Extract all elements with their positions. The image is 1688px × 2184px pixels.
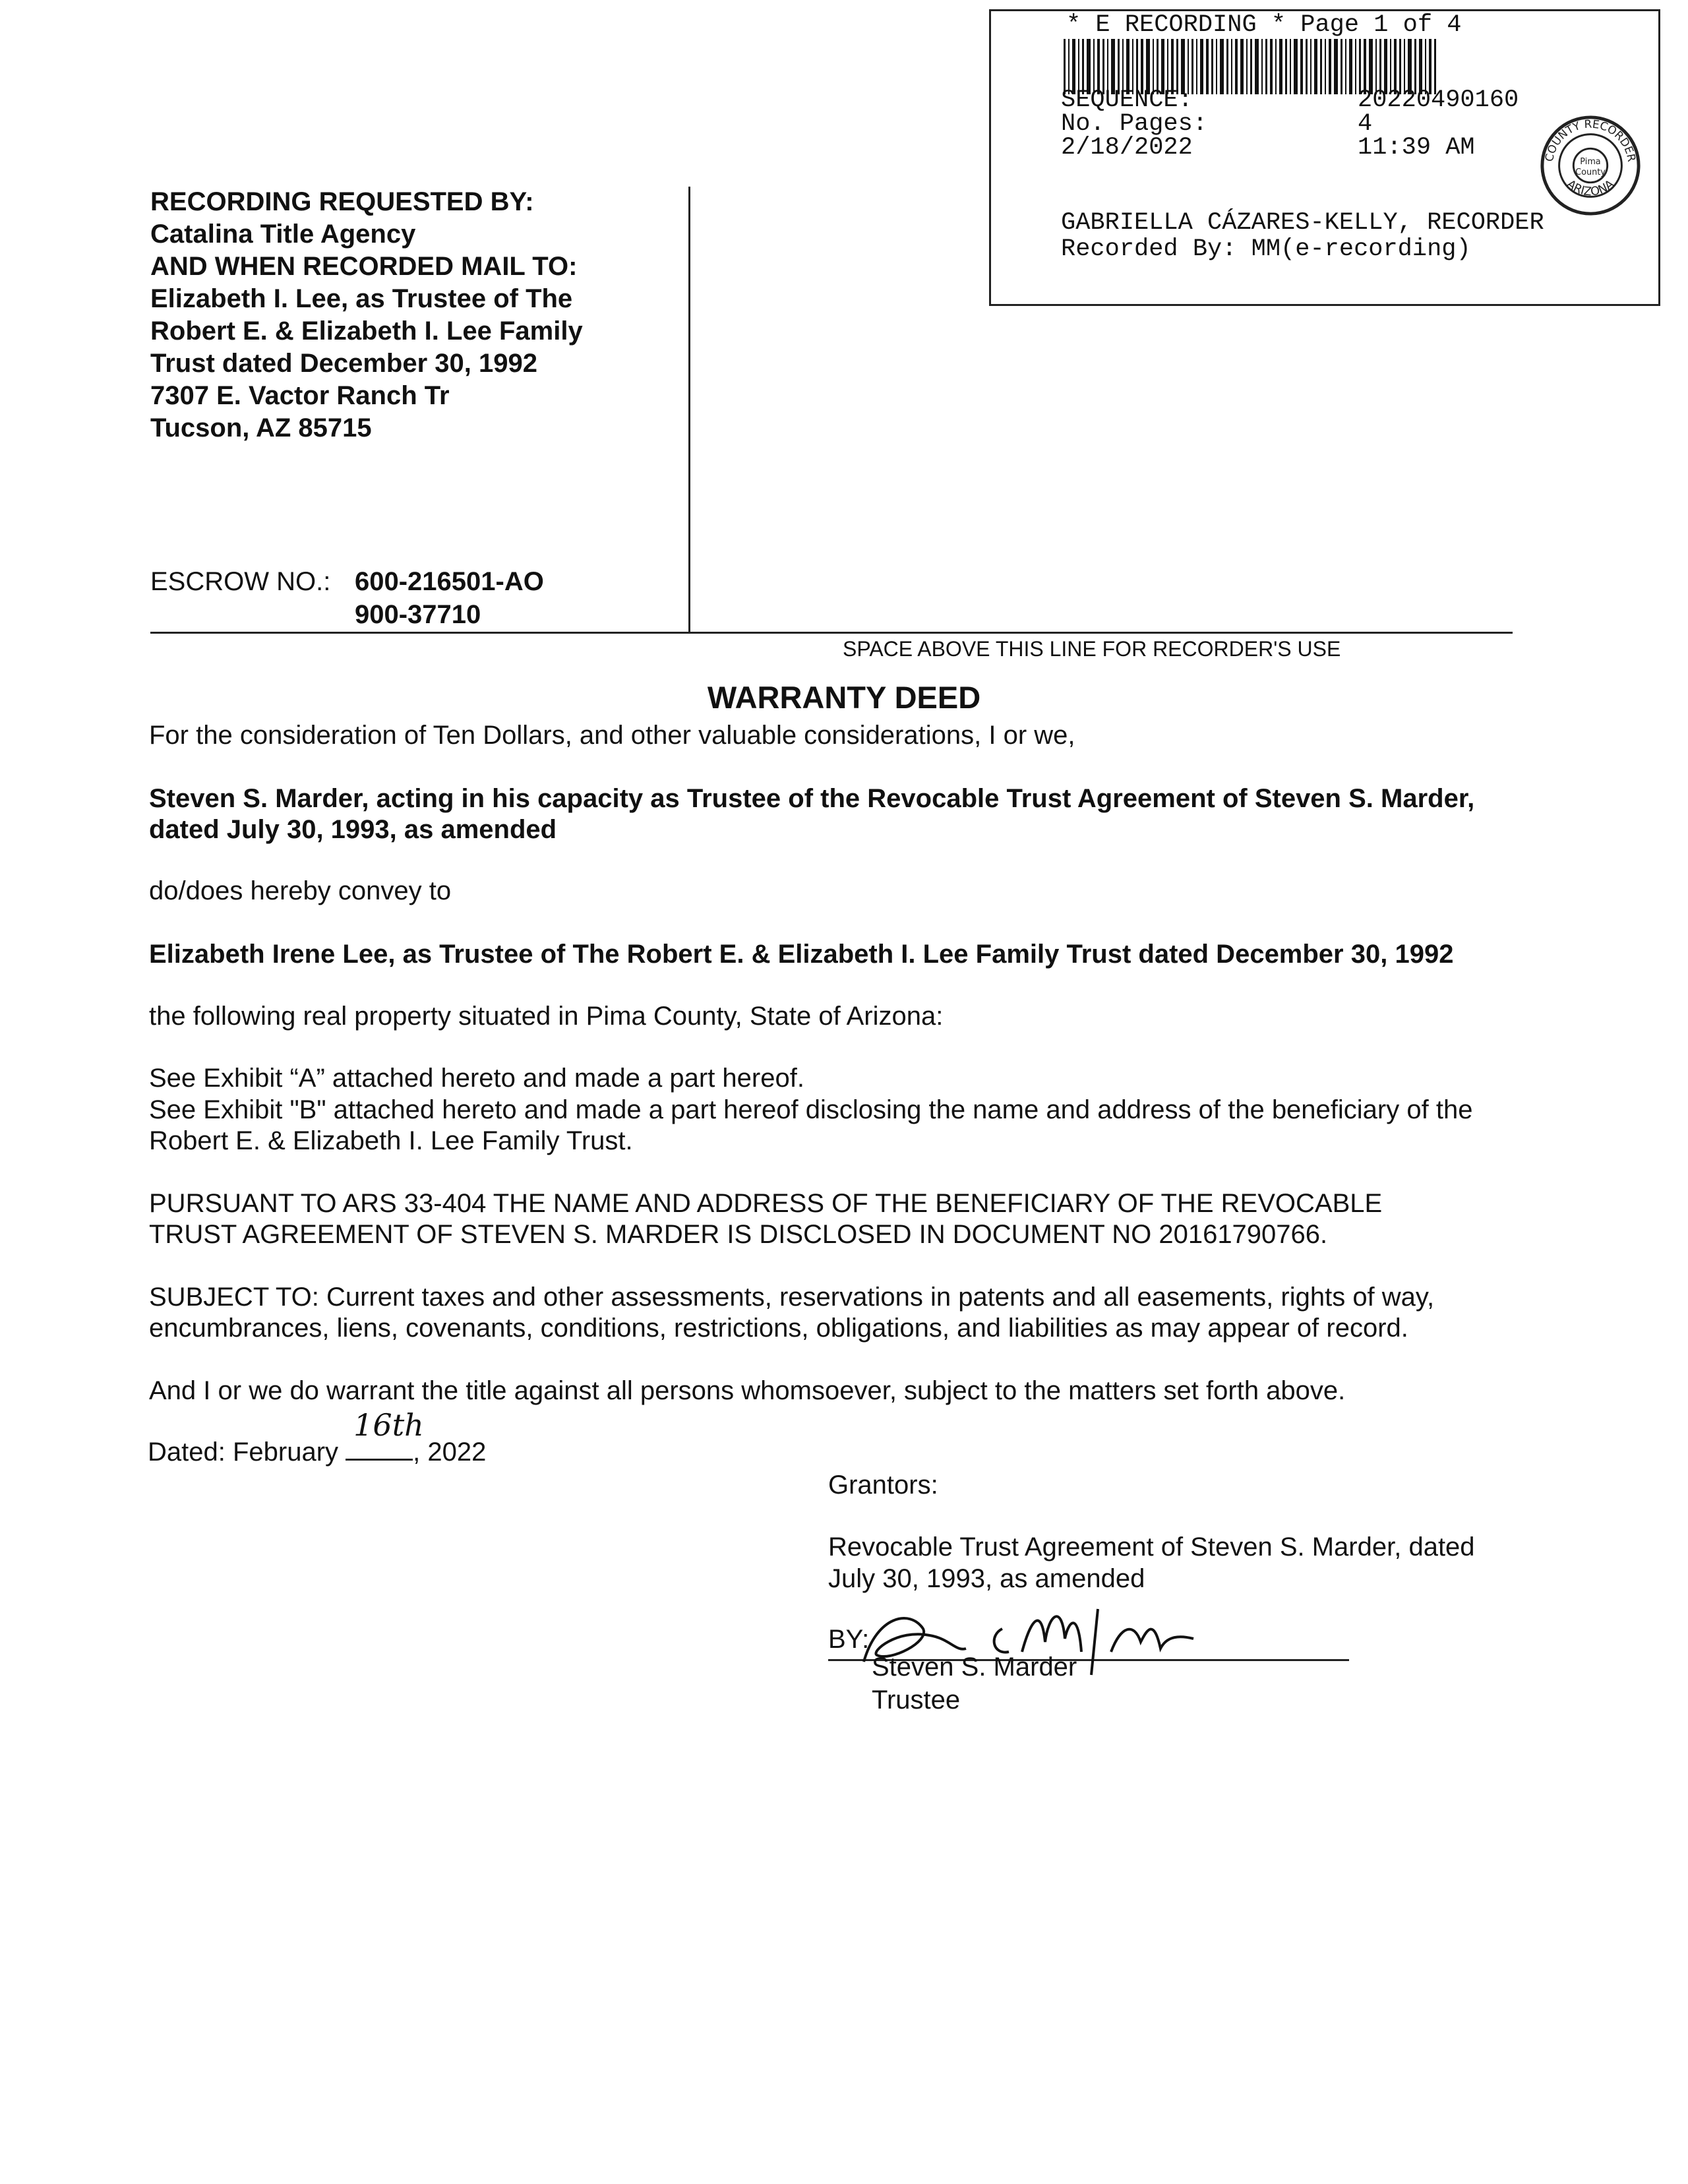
sequence-value: 20220490160	[1358, 86, 1519, 114]
grantee-clause: Elizabeth Irene Lee, as Trustee of The Robert E. & Elizabeth I. Lee Family Trust dated December 30, 1992	[149, 940, 1454, 969]
convey-clause: do/does hereby convey to	[149, 876, 452, 905]
mail-to-street: 7307 E. Vactor Ranch Tr	[150, 381, 450, 410]
recorder-use-note: SPACE ABOVE THIS LINE FOR RECORDER'S USE	[843, 637, 1341, 661]
title-agency: Catalina Title Agency	[150, 220, 416, 249]
dated-day-handwritten: 16th	[353, 1407, 424, 1443]
exhibit-a-clause: See Exhibit “A” attached hereto and made a part hereof.	[149, 1064, 804, 1093]
escrow-number-2: 900-37710	[355, 600, 481, 629]
recording-request-block	[150, 186, 583, 444]
mail-to-city: Tucson, AZ 85715	[150, 413, 372, 442]
property-clause: the following real property situated in Pima County, State of Arizona:	[149, 1002, 944, 1031]
subject-to-clause: SUBJECT TO: Current taxes and other assessments, reservations in patents and all easements, rights of way, encumbrances, liens, covenants, conditions, restrictions, obligations, and liabilities as may appear of record.	[149, 1283, 1435, 1343]
mail-to-line-3: Trust dated December 30, 1992	[150, 349, 537, 378]
escrow-number-1: 600-216501-AO	[355, 567, 544, 596]
record-time: 11:39 AM	[1358, 134, 1475, 162]
pursuant-clause: PURSUANT TO ARS 33-404 THE NAME AND ADDRESS OF THE BENEFICIARY OF THE REVOCABLE TRUST AGREEMENT OF STEVEN S. MARDER IS DISCLOSED IN DOCUMENT NO 20161790766.	[149, 1189, 1383, 1249]
svg-text:COUNTY RECORDER: COUNTY RECORDER	[1542, 117, 1639, 163]
exhibit-b-clause: See Exhibit "B" attached hereto and made a part hereof disclosing the name and address of the beneficiary of the Robert E. & Elizabeth I. Lee Family Trust.	[149, 1095, 1473, 1155]
signer-title: Trustee	[872, 1685, 961, 1714]
escrow-label: ESCROW NO.:	[150, 567, 331, 596]
mail-to-line-1: Elizabeth I. Lee, as Trustee of The	[150, 284, 573, 313]
grantor-clause: Steven S. Marder, acting in his capacity as Trustee of the Revocable Trust Agreement of Steven S. Marder, dated July 30, 1993, as amended	[149, 784, 1475, 844]
dated-prefix: Dated: February	[148, 1438, 339, 1467]
stamp-header: * E RECORDING * Page 1 of 4	[1066, 11, 1462, 39]
recorder-stamp	[989, 9, 1660, 306]
dated-day-field	[346, 1407, 424, 1461]
svg-text:Pima: Pima	[1580, 157, 1601, 167]
recorder-space-line	[150, 632, 1513, 634]
recorder-name: GABRIELLA CÁZARES-KELLY, RECORDER	[1061, 209, 1544, 237]
trust-line-1: Revocable Trust Agreement of Steven S. Marder, dated	[828, 1532, 1475, 1562]
record-date: 2/18/2022	[1061, 134, 1193, 162]
recorded-by: Recorded By: MM(e-recording)	[1061, 235, 1471, 263]
svg-text:ARIZONA: ARIZONA	[1564, 177, 1617, 199]
trust-line-2: July 30, 1993, as amended	[828, 1564, 1145, 1593]
dated-line	[148, 1407, 487, 1467]
consideration-clause: For the consideration of Ten Dollars, and other valuable considerations, I or we,	[149, 721, 1075, 750]
signer-name: Steven S. Marder	[872, 1653, 1077, 1682]
sequence-label: SEQUENCE:	[1061, 86, 1193, 114]
dated-suffix: , 2022	[413, 1438, 487, 1467]
document-title: WARRANTY DEED	[707, 680, 981, 715]
recording-requested-label: RECORDING REQUESTED BY:	[150, 187, 534, 216]
by-label: BY:	[828, 1625, 870, 1654]
county-seal-icon	[1538, 113, 1643, 218]
pages-value: 4	[1358, 110, 1373, 138]
pages-label: No. Pages:	[1061, 110, 1208, 138]
grantors-label: Grantors:	[828, 1471, 938, 1500]
warranty-clause: And I or we do warrant the title against all persons whomsoever, subject to the matters set forth above.	[149, 1376, 1346, 1405]
vertical-divider	[688, 187, 690, 632]
mail-to-line-2: Robert E. & Elizabeth I. Lee Family	[150, 317, 583, 346]
mail-to-label: AND WHEN RECORDED MAIL TO:	[150, 252, 578, 281]
svg-text:County: County	[1575, 167, 1606, 177]
